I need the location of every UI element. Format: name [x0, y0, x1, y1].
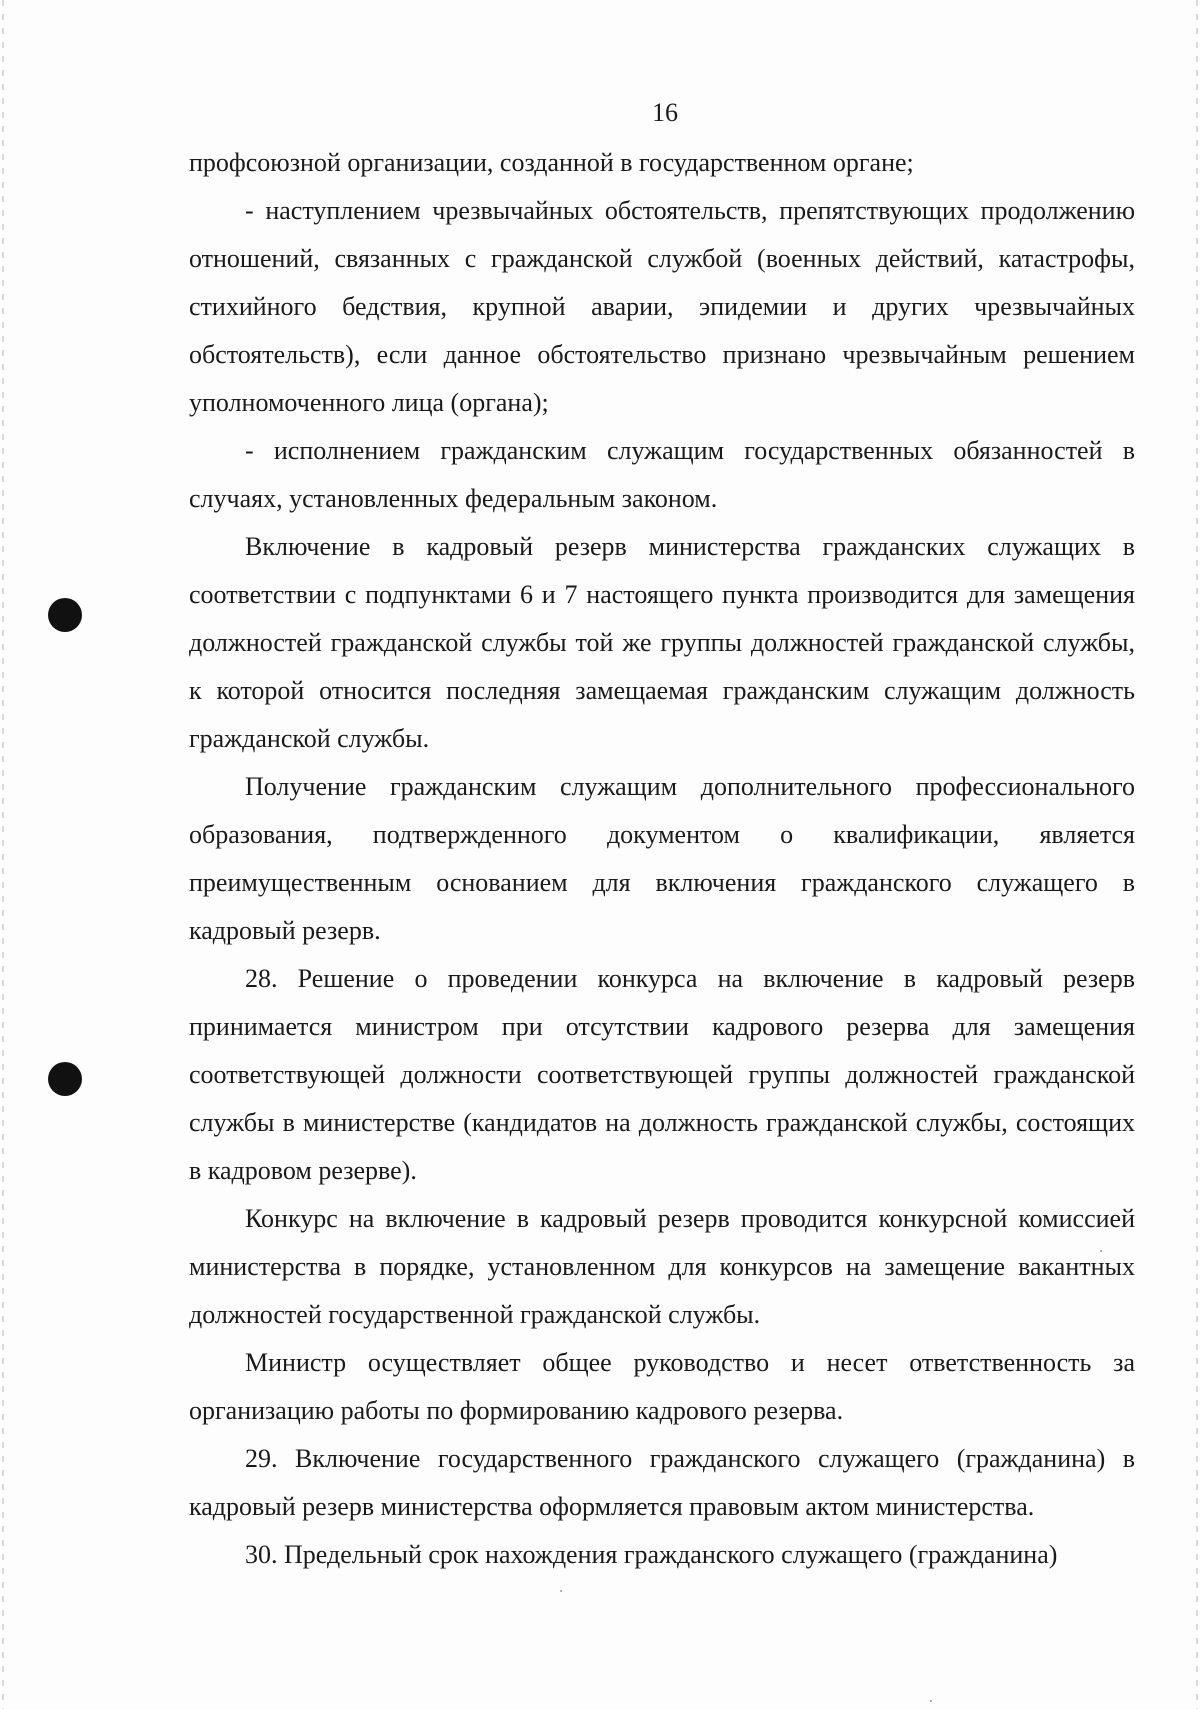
scan-edge-left [2, 0, 4, 1709]
scan-speck [560, 1590, 562, 1592]
paragraph: профсоюзной организации, созданной в государственном органе; [189, 148, 914, 177]
paragraph: Получение гражданским служащим дополнительного профессионального образования, подтвержденного документом о квалификации, является преимущественным основанием для включения гражданского служащего в кадровый резерв. [189, 772, 1135, 945]
document-body [189, 139, 1135, 1579]
scan-edge-right [1196, 0, 1198, 1709]
paragraph: 30. Предельный срок нахождения гражданского служащего (гражданина) [245, 1540, 1058, 1569]
scan-speck [930, 1700, 932, 1702]
paragraph: Включение в кадровый резерв министерства гражданских служащих в соответствии с подпунктами 6 и 7 настоящего пункта производится для замещения должностей гражданской службы той же группы должностей гражданской службы, к которой относится последняя замещаемая гражданским служащим должность гражданской службы. [189, 532, 1135, 753]
page-number: 16 [652, 98, 678, 127]
paragraph: Конкурс на включение в кадровый резерв проводится конкурсной комиссией министерства в порядке, установленном для конкурсов на замещение вакантных должностей государственной гражданской службы. [189, 1204, 1135, 1329]
paragraph: - наступлением чрезвычайных обстоятельств, препятствующих продолжению отношений, связанных с гражданской службой (военных действий, катастрофы, стихийного бедствия, крупной аварии, эпидемии и других чрезвычайных обстоятельств), если данное обстоятельство признано чрезвычайным решением уполномоченного лица (органа); [189, 196, 1135, 417]
paragraph: - исполнением гражданским служащим государственных обязанностей в случаях, установленных федеральным законом. [189, 436, 1135, 513]
hole-punch-mark [48, 1062, 82, 1096]
hole-punch-mark [48, 598, 82, 632]
scan-speck [1100, 1250, 1102, 1252]
paragraph: 28. Решение о проведении конкурса на включение в кадровый резерв принимается министром при отсутствии кадрового резерва для замещения соответствующей должности соответствующей группы должностей гражданской службы в министерстве (кандидатов на должность гражданской службы, состоящих в кадровом резерве). [189, 964, 1135, 1185]
paragraph: 29. Включение государственного гражданского служащего (гражданина) в кадровый резерв министерства оформляется правовым актом министерства. [189, 1444, 1135, 1521]
paragraph: Министр осуществляет общее руководство и несет ответственность за организацию работы по формированию кадрового резерва. [189, 1348, 1135, 1425]
